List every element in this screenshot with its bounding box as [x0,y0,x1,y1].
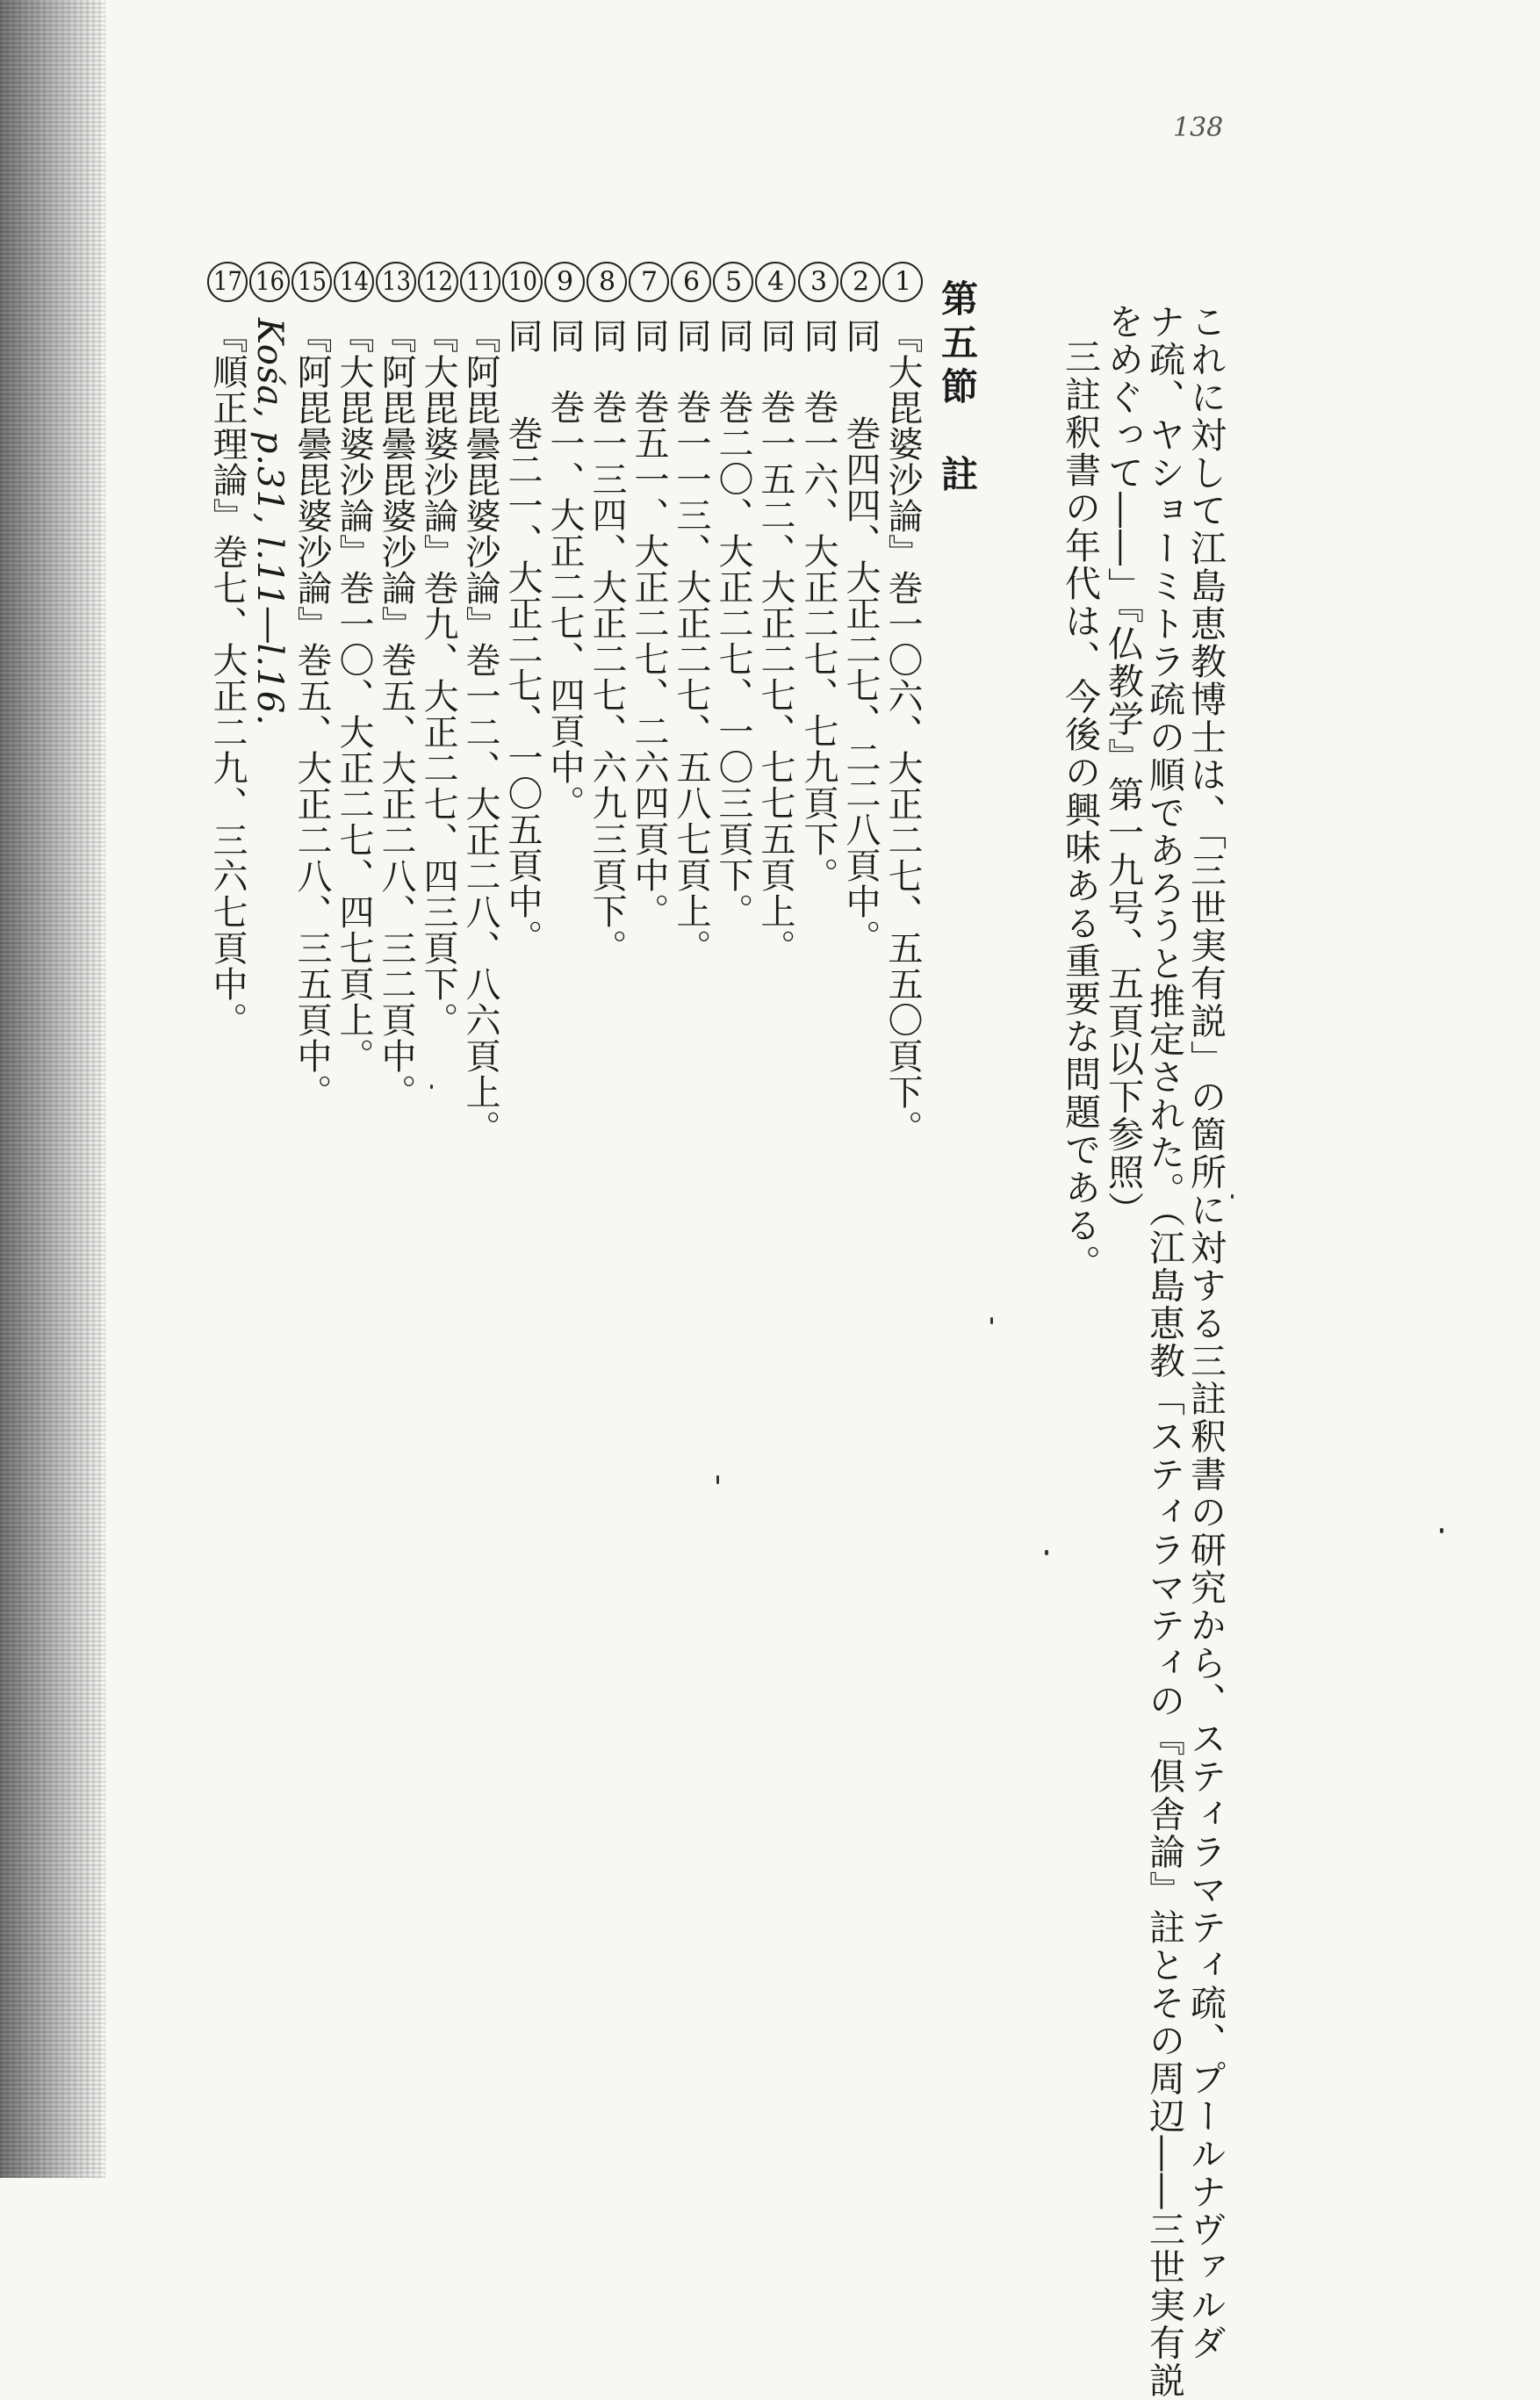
note-detail: 巻一六、大正二七、七九頁下。 [798,389,838,893]
note-detail: 巻七、大正二九、三六七頁中。 [207,534,248,1038]
note-16 [249,262,290,726]
section-heading: 第五節 註 [936,279,979,499]
note-number: 16 [249,262,290,302]
note-number: 8 [586,262,627,302]
note-reference: 同 [544,318,585,354]
note-reference: 『順正理論』 [207,318,248,534]
note-detail: 巻五、大正二八、三二頁中。 [376,642,416,1110]
note-detail: 巻一、大正二七、四頁中。 [544,389,585,821]
note-detail: 巻四四、大正二七、二二八頁中。 [840,415,881,955]
note-number: 12 [418,262,458,302]
page-number: 138 [1173,112,1224,143]
note-detail: 巻二〇、大正二七、一〇三頁下。 [713,389,753,929]
note-reference: Kośa, p.31, l.11―l.16. [249,318,290,726]
note-number: 7 [629,262,669,302]
note-17 [207,262,248,1038]
note-reference: 『大毘婆沙論』 [334,318,374,570]
note-detail: 巻二一、大正二七、一〇五頁中。 [502,415,543,955]
body-line-1: これに対して江島恵教博士は、「三世実有説」の箇所に対する三註釈書の研究から、スティラマティ疏、プールナヴァルダ [1184,303,1227,2362]
note-8 [586,262,627,965]
scan-speck [1440,1528,1443,1533]
note-reference: 同 [798,318,838,354]
scan-speck [990,1317,993,1324]
note-12 [418,262,458,1038]
body-line-3: をめぐって――」『仏教学』第一九号、五頁以下参照） [1102,303,1144,1229]
scan-speck [1231,1194,1234,1199]
note-reference: 同 [671,318,711,354]
note-detail: 巻一三四、大正二七、六九三頁下。 [586,389,627,965]
note-reference: 『大毘婆沙論』 [418,318,458,570]
note-3 [798,262,838,893]
note-number: 2 [840,262,881,302]
note-14 [334,262,374,1074]
note-number: 4 [755,262,795,302]
note-4 [755,262,795,965]
note-number: 13 [376,262,416,302]
note-9 [544,262,585,821]
note-number: 15 [291,262,332,302]
note-reference: 同 [840,318,881,354]
note-number: 17 [207,262,248,302]
note-7 [629,262,669,929]
body-line-2: ナ疏、ヤショーミトラ疏の順であろうと推定された。（江島恵教「スティラマティの『倶舎論』註とその周辺――三世実有説 [1143,303,1185,2400]
note-detail: 巻一五二、大正二七、七七五頁上。 [755,389,795,965]
note-number: 14 [334,262,374,302]
note-2 [840,262,881,955]
note-number: 3 [798,262,838,302]
note-reference: 『阿毘曇毘婆沙論』 [291,318,332,642]
note-11 [460,262,500,1146]
body-line-4: 三註釈書の年代は、今後の興味ある重要な問題である。 [1059,338,1101,1282]
note-detail: 巻九、大正二七、四三頁下。 [418,570,458,1038]
note-10 [502,262,543,955]
note-number: 11 [460,262,500,302]
note-number: 9 [544,262,585,302]
note-number: 1 [882,262,923,302]
note-6 [671,262,711,965]
note-detail: 巻一〇、大正二七、四七頁上。 [334,570,374,1074]
scan-shadow-edge [0,0,105,2178]
note-detail: 巻一二、大正二八、八六頁上。 [460,642,500,1146]
note-reference: 同 [502,318,543,354]
scan-speck [1045,1550,1048,1555]
note-number: 5 [713,262,753,302]
scan-speck [430,1085,433,1089]
note-detail: 巻一〇六、大正二七、五五〇頁下。 [882,570,923,1146]
note-5 [713,262,753,929]
note-detail: 巻五一、大正二七、二六四頁中。 [629,389,669,929]
note-number: 6 [671,262,711,302]
note-15 [291,262,332,1110]
note-reference: 同 [755,318,795,354]
note-detail: 巻一一三、大正二七、五八七頁上。 [671,389,711,965]
note-1 [882,262,923,1146]
scan-speck [716,1475,719,1484]
note-reference: 同 [586,318,627,354]
note-reference: 同 [629,318,669,354]
note-number: 10 [502,262,543,302]
note-reference: 同 [713,318,753,354]
note-13 [376,262,416,1110]
note-reference: 『大毘婆沙論』 [882,318,923,570]
note-reference: 『阿毘曇毘婆沙論』 [460,318,500,642]
note-detail: 巻五、大正二八、三五頁中。 [291,642,332,1110]
note-reference: 『阿毘曇毘婆沙論』 [376,318,416,642]
